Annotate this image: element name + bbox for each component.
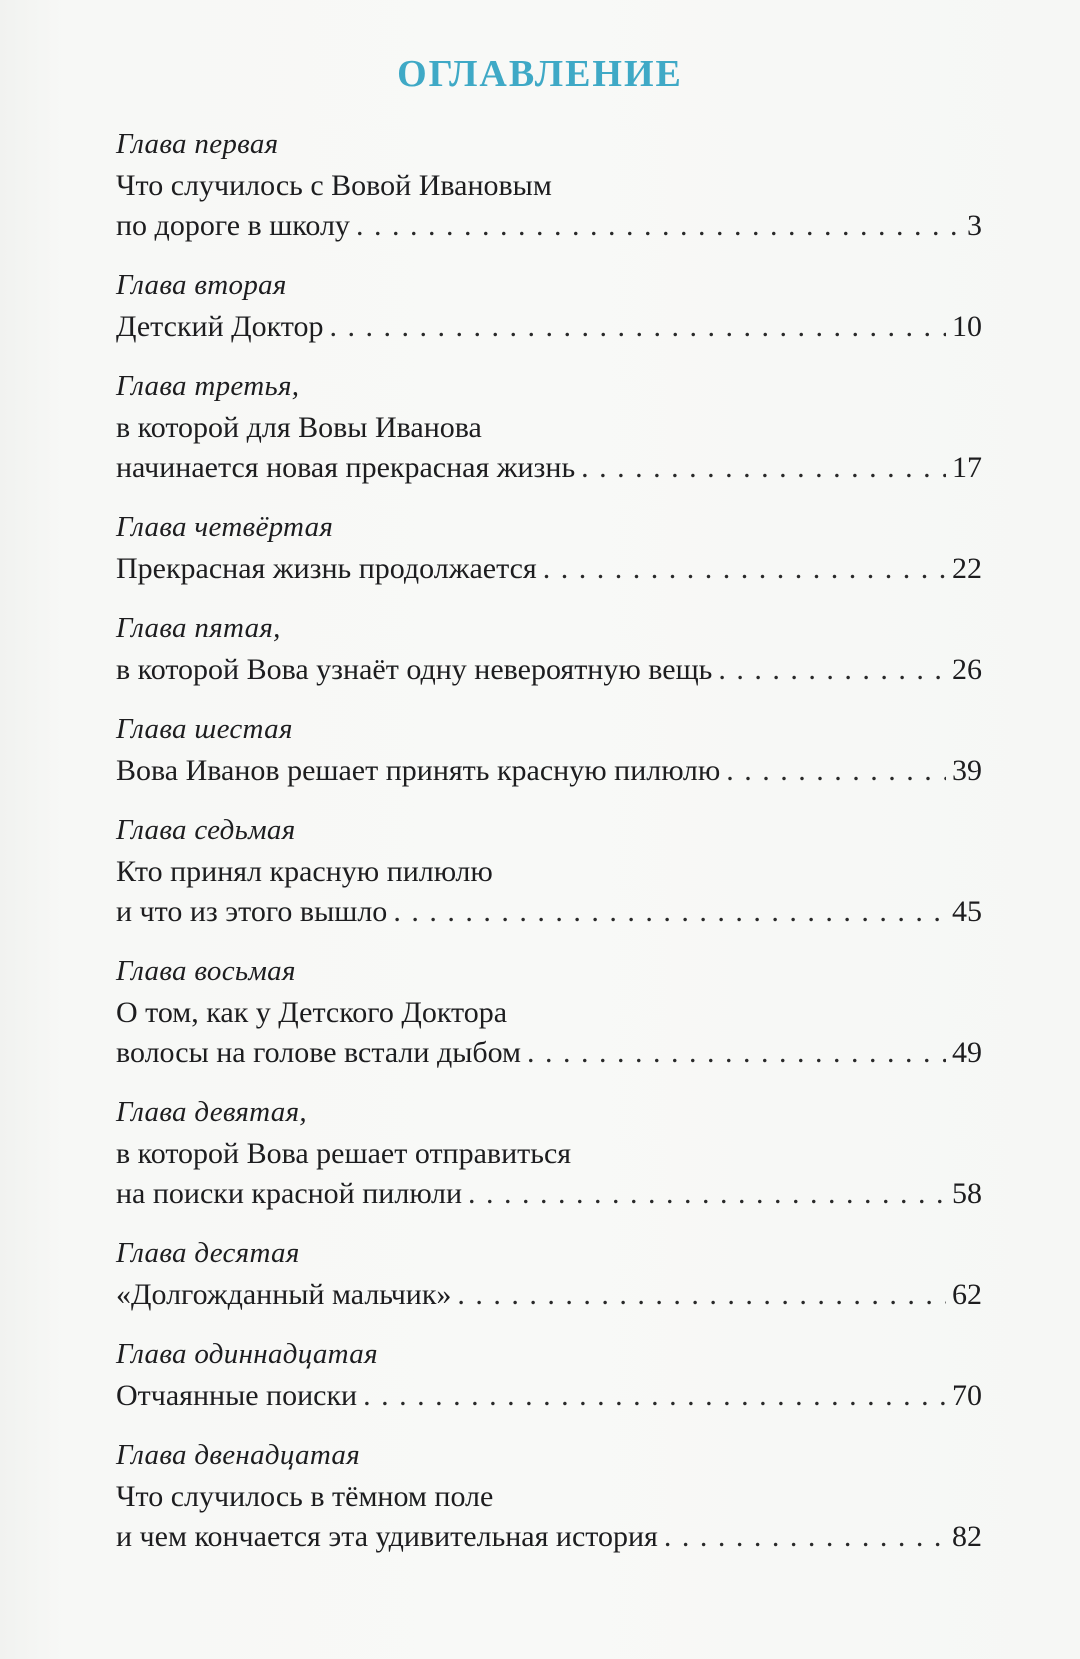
dot-leader [581,448,946,488]
chapter-entry [116,1033,982,1073]
toc-chapter-8 [116,949,982,1073]
chapter-title-last-line: Прекрасная жизнь продолжается [116,552,537,585]
chapter-title-line: в которой для Вовы Иванова [116,411,482,444]
toc-chapter-3 [116,364,982,488]
page-number: 58 [952,1177,982,1210]
dot-leader [457,1275,946,1315]
dot-leader [527,1033,946,1073]
chapter-title-last-line: Вова Иванов решает принять красную пилюлю [116,754,721,787]
chapter-entry [116,206,982,246]
page-number: 70 [952,1379,982,1412]
chapter-entry [116,1275,982,1315]
chapter-label: Глава четвёртая [116,511,334,543]
chapter-title-last-line: Отчаянные поиски [116,1379,358,1412]
dot-leader [329,307,946,347]
chapter-entry [116,1517,982,1557]
page-number: 10 [952,310,982,343]
chapter-label: Глава пятая, [116,612,281,644]
toc-chapter-5 [116,606,982,690]
page-number: 82 [952,1520,982,1553]
chapter-title-last-line: в которой Вова узнаёт одну невероятную вещь [116,653,713,686]
chapter-label: Глава первая [116,128,279,160]
page-number: 39 [952,754,982,787]
chapter-entry [116,1174,982,1214]
chapter-label: Глава двенадцатая [116,1439,361,1471]
page-number: 17 [952,451,982,484]
chapter-title-last-line: начинается новая прекрасная жизнь [116,451,576,484]
chapter-title-last-line: по дороге в школу [116,209,350,242]
chapter-entry [116,448,982,488]
chapter-label: Глава девятая, [116,1096,307,1128]
table-of-contents [116,122,982,1574]
chapter-title-line: О том, как у Детского Доктора [116,996,508,1029]
page-number: 3 [967,209,982,242]
toc-chapter-10 [116,1231,982,1315]
toc-chapter-9 [116,1090,982,1214]
chapter-title-line: Что случилось с Вовой Ивановым [116,169,552,202]
dot-leader [664,1517,946,1557]
chapter-title-line: в которой Вова решает отправиться [116,1137,572,1170]
chapter-entry [116,549,982,589]
chapter-title-last-line: «Долгожданный мальчик» [116,1278,452,1311]
chapter-entry [116,892,982,932]
toc-chapter-12 [116,1433,982,1557]
chapter-entry [116,751,982,791]
toc-chapter-7 [116,808,982,932]
page-number: 45 [952,895,982,928]
toc-chapter-6 [116,707,982,791]
chapter-title-last-line: Детский Доктор [116,310,324,343]
dot-leader [718,650,946,690]
dot-leader [363,1376,946,1416]
chapter-label: Глава седьмая [116,814,296,846]
dot-leader [356,206,961,246]
toc-chapter-11 [116,1332,982,1416]
page-number: 49 [952,1036,982,1069]
toc-chapter-4 [116,505,982,589]
chapter-title-line: Кто принял красную пилюлю [116,855,493,888]
page-number: 22 [952,552,982,585]
chapter-title-last-line: на поиски красной пилюли [116,1177,463,1210]
chapter-label: Глава вторая [116,269,287,301]
page-title: ОГЛАВЛЕНИЕ [397,53,683,95]
chapter-title-last-line: волосы на голове встали дыбом [116,1036,522,1069]
dot-leader [543,549,946,589]
chapter-entry [116,1376,982,1416]
dot-leader [468,1174,946,1214]
chapter-label: Глава шестая [116,713,293,745]
dot-leader [726,751,946,791]
page-number: 26 [952,653,982,686]
page-number: 62 [952,1278,982,1311]
chapter-label: Глава одиннадцатая [116,1338,378,1370]
chapter-entry [116,307,982,347]
chapter-label: Глава третья, [116,370,300,402]
toc-chapter-1 [116,122,982,246]
chapter-title-line: Что случилось в тёмном поле [116,1480,494,1513]
chapter-label: Глава восьмая [116,955,296,987]
chapter-title-last-line: и чем кончается эта удивительная история [116,1520,658,1553]
chapter-label: Глава десятая [116,1237,300,1269]
toc-chapter-2 [116,263,982,347]
chapter-title-last-line: и что из этого вышло [116,895,388,928]
dot-leader [393,892,946,932]
chapter-entry [116,650,982,690]
